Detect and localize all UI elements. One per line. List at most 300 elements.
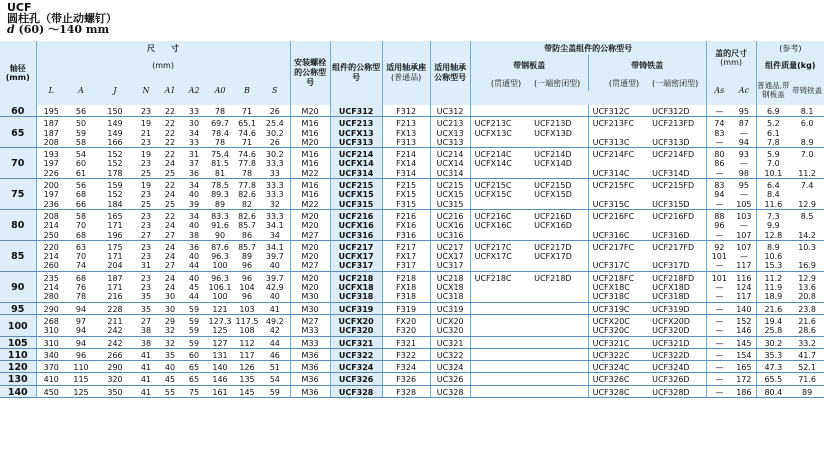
dim-S-cell: 40 bbox=[260, 261, 290, 271]
dim-J-cell: 171 bbox=[107, 221, 123, 231]
steel-cover-through-cell: UCFX14C bbox=[470, 159, 530, 168]
cast-cover-through-cell bbox=[588, 252, 648, 261]
mass-cast-cell bbox=[790, 252, 824, 261]
housing-cell: F312 bbox=[382, 105, 430, 117]
steel-cover-through-cell: UCF217C bbox=[470, 240, 530, 252]
dim-A-cell: 70 bbox=[75, 252, 87, 262]
unit-no-cell: UCF318 bbox=[330, 292, 382, 302]
housing-cell: F319 bbox=[382, 302, 430, 314]
table-row bbox=[0, 129, 824, 138]
dim-B-cell: 135 bbox=[234, 373, 260, 385]
housing-cell: F328 bbox=[382, 385, 430, 397]
dim-N-cell: 27 bbox=[134, 231, 158, 241]
through-type-label: (贯通型) bbox=[490, 78, 522, 88]
cast-cover-through-cell: UCF328C bbox=[588, 385, 648, 397]
bolt-cell: M27 bbox=[290, 314, 330, 326]
mass-cast-cell: 7.0 bbox=[800, 150, 814, 160]
dim-N-cell: 38 bbox=[134, 326, 158, 336]
table-header bbox=[0, 41, 824, 105]
cast-cover-closed-cell: UCF324D bbox=[648, 361, 706, 373]
dim-S-cell: 33.3 bbox=[265, 159, 284, 169]
dim-L-cell: 290 bbox=[36, 302, 66, 314]
dim-N-cell: 21 bbox=[140, 128, 152, 138]
dim-A2-cell: 75 bbox=[182, 385, 206, 397]
dim-B-cell: 96 bbox=[234, 261, 260, 271]
dim-L-cell: 197 bbox=[36, 190, 66, 199]
cover-ac-cell: — bbox=[739, 252, 748, 262]
cast-cover-through-cell: UCF215FC bbox=[588, 179, 648, 191]
housing-cell: FX14 bbox=[382, 159, 430, 168]
bearing-cell: UC317 bbox=[430, 261, 470, 271]
dim-L-cell: 214 bbox=[36, 283, 66, 292]
dim-A2-cell: 31 bbox=[188, 150, 200, 160]
housing-cell: FX18 bbox=[382, 283, 430, 292]
mass-std-cell: 10.1 bbox=[756, 169, 790, 179]
cast-cover-through-cell: UCF322C bbox=[588, 348, 648, 360]
cover-ac-cell: 95 bbox=[738, 181, 749, 191]
mass-std-cell: 65.5 bbox=[756, 373, 790, 385]
dim-S-cell: 26 bbox=[260, 105, 290, 117]
dim-A2-header: A2 bbox=[182, 75, 206, 105]
mass-cast-cell: 13.6 bbox=[798, 283, 816, 293]
dim-A-cell: 94 bbox=[66, 336, 96, 348]
cover-as-cell: — bbox=[706, 302, 732, 314]
unit-no-cell: UCF313 bbox=[330, 138, 382, 148]
steel-cover-through-cell bbox=[470, 336, 530, 348]
dim-N-cell: 41 bbox=[134, 373, 158, 385]
table-row bbox=[0, 240, 824, 252]
shaft-range bbox=[7, 24, 109, 36]
dim-A0-cell: 78.4 bbox=[211, 128, 229, 138]
dim-B-cell: 89 bbox=[241, 252, 253, 262]
dim-B-cell: 85.7 bbox=[238, 221, 256, 231]
bearing-header: 适用轴承公称型号 bbox=[430, 41, 470, 105]
bearing-cell: UC321 bbox=[430, 336, 470, 348]
dim-J-cell: 150 bbox=[96, 105, 134, 117]
cover-ac-cell: 93 bbox=[738, 150, 749, 160]
dim-L-cell: 214 bbox=[36, 221, 66, 230]
steel-cover-through-cell bbox=[470, 314, 530, 326]
steel-cover-closed-cell: UCFX17D bbox=[534, 252, 572, 262]
mass-std-cell: 12.8 bbox=[756, 231, 790, 241]
steel-cover-closed-cell bbox=[530, 336, 588, 348]
dim-A0-cell: 146 bbox=[206, 373, 234, 385]
bearing-cell: UC214 bbox=[430, 148, 470, 160]
dim-A0-cell: 127.3 bbox=[208, 316, 232, 326]
unit-no-cell: UCF328 bbox=[330, 385, 382, 397]
dim-B-cell: 96 bbox=[241, 273, 253, 283]
mass-cast-header: 带铸铁盖 bbox=[790, 75, 824, 105]
dim-N-cell: 31 bbox=[134, 261, 158, 271]
mass-std-cell: 11.9 bbox=[756, 283, 790, 292]
dim-S-cell: 44 bbox=[260, 336, 290, 348]
cover-ac-cell: 140 bbox=[732, 302, 756, 314]
dim-N-cell: 41 bbox=[134, 385, 158, 397]
dim-N-cell: 23 bbox=[140, 252, 152, 262]
table-row bbox=[0, 169, 824, 179]
steel-cover-closed-cell: UCF215D bbox=[534, 181, 572, 191]
mass-cast-cell: 8.5 bbox=[800, 211, 814, 221]
table-row bbox=[0, 148, 824, 160]
bolt-cell: M33 bbox=[290, 326, 330, 336]
housing-cell: F217 bbox=[382, 240, 430, 252]
dim-J-cell: 211 bbox=[107, 316, 123, 326]
dim-B-cell: 108 bbox=[234, 326, 260, 336]
dim-A-cell: 56 bbox=[66, 105, 96, 117]
cover-as-cell: 101 bbox=[706, 252, 732, 261]
bolt-cell: M30 bbox=[290, 302, 330, 314]
steel-cover-through-cell: UCF213C bbox=[470, 117, 530, 129]
housing-cell: F313 bbox=[382, 138, 430, 148]
cover-as-cell: — bbox=[706, 200, 732, 210]
table-row bbox=[0, 179, 824, 191]
dim-L-cell: 410 bbox=[36, 373, 66, 385]
dim-N-cell: 19 bbox=[140, 181, 152, 191]
dim-B-cell: 82 bbox=[234, 200, 260, 210]
cast-cover-closed-cell: UCF214FD bbox=[652, 150, 695, 160]
shaft-dia-cell: 90 bbox=[0, 271, 36, 302]
mass-cast-cell: 21.6 bbox=[798, 316, 816, 326]
dim-J-cell: 152 bbox=[107, 190, 123, 200]
cover-as-cell: — bbox=[706, 292, 732, 302]
shaft-dia-cell: 75 bbox=[0, 179, 36, 210]
bolt-cell: M20 bbox=[290, 138, 330, 148]
dim-A2-cell: 36 bbox=[182, 169, 206, 179]
dim-J-cell: 204 bbox=[96, 261, 134, 271]
dim-A2-cell: 44 bbox=[182, 292, 206, 302]
steel-cover-through-cell: UCF214C bbox=[470, 148, 530, 160]
cast-cover-closed-cell: UCF321D bbox=[648, 336, 706, 348]
housing-cell: F322 bbox=[382, 348, 430, 360]
cover-as-cell: 86 bbox=[706, 159, 732, 168]
table-row bbox=[0, 283, 824, 292]
bolt-cell: M16 bbox=[290, 159, 330, 168]
dim-S-cell: 51 bbox=[260, 361, 290, 373]
steel-cover-closed-cell bbox=[530, 261, 588, 271]
dim-A1-cell: 22 bbox=[164, 211, 176, 221]
unit-no-cell: UCFX13 bbox=[330, 129, 382, 138]
cast-cover-through-cell: UCF314C bbox=[588, 169, 648, 179]
steel-cover-through-cell bbox=[470, 361, 530, 373]
cast-cover-through-cell: UCF318C bbox=[588, 292, 648, 302]
bearing-cell: UC314 bbox=[430, 169, 470, 179]
dim-J-cell: 196 bbox=[96, 231, 134, 241]
housing-cell: F215 bbox=[382, 179, 430, 191]
cast-iron-types bbox=[588, 75, 706, 91]
cover-as-cell: 80 bbox=[706, 148, 732, 160]
cast-cover-closed-cell: UCF217FD bbox=[652, 242, 695, 252]
cover-as-cell: — bbox=[706, 373, 732, 385]
bolt-cell: M30 bbox=[290, 292, 330, 302]
cast-cover-closed-cell bbox=[648, 159, 706, 168]
bolt-cell: M20 bbox=[290, 240, 330, 252]
cover-as-cell: 96 bbox=[706, 221, 732, 230]
cast-cover-closed-cell: UCF316D bbox=[648, 231, 706, 241]
dim-A0-cell: 100 bbox=[206, 292, 234, 302]
dim-N-cell: 23 bbox=[140, 242, 152, 252]
dim-B-cell: 78 bbox=[234, 169, 260, 179]
cast-cover-through-cell: UCF320C bbox=[588, 326, 648, 336]
shaft-dia-cell: 60 bbox=[0, 105, 36, 117]
steel-cover-through-cell bbox=[470, 348, 530, 360]
dim-A-cell: 125 bbox=[66, 385, 96, 397]
dim-S-cell: 42 bbox=[260, 326, 290, 336]
steel-cover-through-cell bbox=[470, 292, 530, 302]
dim-J-cell: 216 bbox=[96, 292, 134, 302]
dim-A-cell: 63 bbox=[75, 242, 87, 252]
shaft-dia-cell: 130 bbox=[0, 373, 36, 385]
steel-cover-closed-cell bbox=[530, 361, 588, 373]
dim-S-cell: 25.4 bbox=[265, 119, 284, 129]
cast-cover-through-cell: UCF214FC bbox=[588, 148, 648, 160]
dim-L-cell: 268 bbox=[36, 314, 66, 326]
dim-S-cell: 54 bbox=[260, 373, 290, 385]
cast-cover-through-cell: UCF217FC bbox=[588, 240, 648, 252]
mass-cast-cell: 52.1 bbox=[790, 361, 824, 373]
shaft-dia-cell: 65 bbox=[0, 117, 36, 148]
dim-A2-cell: 33 bbox=[182, 138, 206, 148]
dim-B-cell: 86 bbox=[234, 231, 260, 241]
mass-header: 组件质量(kg) bbox=[756, 55, 824, 75]
dim-A2-cell: 40 bbox=[188, 221, 200, 231]
steel-cover-closed-cell bbox=[530, 314, 588, 326]
steel-cover-closed-cell bbox=[530, 200, 588, 210]
cast-cover-closed-cell: UCF218FD bbox=[652, 273, 695, 283]
dim-S-cell: 30.2 bbox=[265, 128, 284, 138]
steel-cover-through-cell: UCFX15C bbox=[470, 190, 530, 199]
bolt-cell: M27 bbox=[290, 261, 330, 271]
unit-no-cell: UCF324 bbox=[330, 361, 382, 373]
dim-A2-cell: 40 bbox=[188, 273, 200, 283]
unit-no-cell: UCF321 bbox=[330, 336, 382, 348]
closed-type-label-cast: (一端密闭型) bbox=[651, 78, 699, 88]
dim-S-cell: 39.7 bbox=[265, 273, 284, 283]
cast-cover-through-cell: UCF316C bbox=[588, 231, 648, 241]
dim-N-header: N bbox=[134, 75, 158, 105]
dim-A1-cell: 24 bbox=[164, 273, 176, 283]
bolt-cell: M20 bbox=[290, 271, 330, 283]
dim-L-cell: 208 bbox=[36, 209, 66, 221]
cover-as-cell: — bbox=[706, 314, 732, 326]
mass-std-header: 普通品,带钢板盖 bbox=[756, 75, 790, 105]
unit-no-cell: UCFX18 bbox=[330, 283, 382, 292]
dim-J-cell: 228 bbox=[96, 302, 134, 314]
mass-cast-cell: 20.8 bbox=[790, 292, 824, 302]
bearing-cell: UCX17 bbox=[430, 252, 470, 261]
dim-B-cell: 117.5 bbox=[235, 316, 259, 326]
dim-A0-cell: 106.1 bbox=[208, 283, 232, 293]
table-row bbox=[0, 221, 824, 230]
dim-A-cell: 59 bbox=[75, 128, 87, 138]
cast-cover-closed-cell: UCF315D bbox=[648, 200, 706, 210]
cover-as-cell: — bbox=[706, 348, 732, 360]
dim-A1-cell: 25 bbox=[158, 169, 182, 179]
mass-std-cell: 30.2 bbox=[756, 336, 790, 348]
cover-ac-cell: 154 bbox=[732, 348, 756, 360]
bearing-cell: UC319 bbox=[430, 302, 470, 314]
shaft-dia-cell: 105 bbox=[0, 336, 36, 348]
dim-S-cell: 33.3 bbox=[265, 211, 284, 221]
cover-as-cell: 94 bbox=[706, 190, 732, 199]
steel-cover-through-cell bbox=[470, 283, 530, 292]
steel-cover-closed-cell: UCF217D bbox=[534, 242, 572, 252]
dim-A2-cell: 65 bbox=[182, 361, 206, 373]
unit-no-cell: UCF314 bbox=[330, 169, 382, 179]
dim-S-cell: 33.3 bbox=[265, 181, 284, 191]
mass-std-cell: 11.6 bbox=[756, 200, 790, 210]
steel-cover-through-cell bbox=[470, 138, 530, 148]
cover-ac-cell: — bbox=[739, 159, 748, 169]
dim-A1-cell: 32 bbox=[158, 326, 182, 336]
housing-cell: F318 bbox=[382, 292, 430, 302]
dim-A2-cell: 36 bbox=[188, 242, 200, 252]
unit-no-cell: UCFX20 bbox=[330, 314, 382, 326]
dim-A1-cell: 55 bbox=[158, 385, 182, 397]
cast-cover-through-cell: UCF317C bbox=[588, 261, 648, 271]
steel-cover-closed-cell bbox=[530, 385, 588, 397]
steel-cover-closed-cell: UCF213D bbox=[534, 119, 572, 129]
table-body bbox=[0, 105, 824, 398]
cover-as-cell: 83 bbox=[706, 129, 732, 138]
cast-cover-through-cell: UCF319C bbox=[588, 302, 648, 314]
mass-cast-cell: 6.0 bbox=[800, 119, 814, 129]
dim-L-cell: 193 bbox=[36, 148, 66, 160]
dim-A-cell: 56 bbox=[75, 181, 87, 191]
cast-cover-closed-cell: UCF319D bbox=[648, 302, 706, 314]
bolt-cell: M20 bbox=[290, 283, 330, 292]
cover-ac-cell: 103 bbox=[736, 211, 752, 221]
dim-L-cell: 208 bbox=[36, 138, 66, 148]
bolt-cell: M20 bbox=[290, 252, 330, 261]
dim-L-cell: 370 bbox=[36, 361, 66, 373]
bearing-cell: UC313 bbox=[430, 138, 470, 148]
table-row bbox=[0, 385, 824, 397]
table-row bbox=[0, 138, 824, 148]
table-row bbox=[0, 190, 824, 199]
dim-A-cell: 74 bbox=[66, 261, 96, 271]
unit-no-cell: UCFX17 bbox=[330, 252, 382, 261]
dim-A1-cell: 25 bbox=[158, 200, 182, 210]
dim-B-cell: 77.8 bbox=[238, 159, 256, 169]
bolt-cell: M16 bbox=[290, 129, 330, 138]
shaft-dia-cell: 80 bbox=[0, 209, 36, 240]
dim-A-cell: 97 bbox=[75, 316, 87, 326]
dim-J-cell: 165 bbox=[107, 211, 123, 221]
bolt-header: 安装螺栓的公称型号 bbox=[290, 41, 330, 105]
dim-B-cell: 96 bbox=[234, 292, 260, 302]
table-row bbox=[0, 326, 824, 336]
housing-cell: FX13 bbox=[382, 129, 430, 138]
mass-std-cell: 5.2 bbox=[756, 117, 790, 129]
dim-L-cell: 260 bbox=[36, 261, 66, 271]
bolt-cell: M20 bbox=[290, 209, 330, 221]
cast-cover-closed-cell: UCFX18D bbox=[652, 283, 690, 293]
cast-cover-closed-cell: UCF320D bbox=[648, 326, 706, 336]
dim-A0-cell: 75.4 bbox=[211, 150, 229, 160]
bearing-cell: UC312 bbox=[430, 105, 470, 117]
dim-A1-cell: 30 bbox=[158, 292, 182, 302]
dim-N-cell: 41 bbox=[134, 361, 158, 373]
dim-N-cell: 23 bbox=[140, 221, 152, 231]
dim-A1-cell: 22 bbox=[164, 181, 176, 191]
dim-A2-cell: 59 bbox=[188, 316, 200, 326]
dim-J-header: J bbox=[96, 75, 134, 105]
dim-A0-cell: 78.5 bbox=[211, 181, 229, 191]
dim-L-cell: 250 bbox=[36, 231, 66, 241]
cover-as-cell: — bbox=[706, 169, 732, 179]
dim-S-cell: 34.1 bbox=[265, 242, 284, 252]
dim-A-cell: 78 bbox=[66, 292, 96, 302]
unit-no-cell: UCF216 bbox=[330, 209, 382, 221]
spec-table bbox=[0, 41, 824, 398]
bolt-cell: M20 bbox=[290, 105, 330, 117]
dim-B-cell: 117 bbox=[234, 348, 260, 360]
mass-cast-cell bbox=[790, 129, 824, 138]
mass-cast-cell bbox=[790, 221, 824, 230]
dim-N-cell: 25 bbox=[134, 169, 158, 179]
dim-J-cell: 320 bbox=[96, 373, 134, 385]
bearing-cell: UC215 bbox=[430, 179, 470, 191]
bolt-cell: M27 bbox=[290, 231, 330, 241]
dim-S-cell: 26 bbox=[260, 138, 290, 148]
unit-no-header: 组件的公称型号 bbox=[330, 41, 382, 105]
mass-std-cell: 35.3 bbox=[756, 348, 790, 360]
dim-A1-cell: 32 bbox=[158, 336, 182, 348]
dim-J-cell: 266 bbox=[96, 348, 134, 360]
mass-std-cell: 7.8 bbox=[756, 138, 790, 148]
table-row bbox=[0, 361, 824, 373]
cover-ac-cell: — bbox=[739, 128, 748, 138]
dim-A0-cell: 81 bbox=[206, 169, 234, 179]
dim-A2-cell: 30 bbox=[188, 119, 200, 129]
dim-A1-cell: 24 bbox=[164, 283, 176, 293]
steel-cover-closed-cell bbox=[530, 138, 588, 148]
dim-S-cell: 59 bbox=[260, 385, 290, 397]
dim-S-cell: 33 bbox=[260, 169, 290, 179]
dim-B-cell: 65.1 bbox=[238, 119, 256, 129]
steel-cover-closed-cell: UCF216D bbox=[534, 211, 572, 221]
bolt-cell: M16 bbox=[290, 179, 330, 191]
mass-cast-cell: 7.4 bbox=[800, 181, 814, 191]
mass-std-cell: 6.4 bbox=[756, 179, 790, 191]
cast-cover-closed-cell: UCF213FD bbox=[652, 119, 695, 129]
mass-cast-cell: 8.1 bbox=[790, 105, 824, 117]
dim-A1-cell: 24 bbox=[164, 221, 176, 231]
mass-std-cell: 18.9 bbox=[756, 292, 790, 302]
cover-ac-cell: 107 bbox=[736, 242, 752, 252]
bolt-cell: M33 bbox=[290, 336, 330, 348]
dim-L-cell: 280 bbox=[36, 292, 66, 302]
dim-B-cell: 82.6 bbox=[238, 211, 256, 221]
cast-cover-through-cell bbox=[588, 190, 648, 199]
shaft-dia-cell: 70 bbox=[0, 148, 36, 179]
cast-cover-closed-cell: UCF328D bbox=[648, 385, 706, 397]
bolt-cell: M36 bbox=[290, 373, 330, 385]
bearing-cell: UCX15 bbox=[430, 190, 470, 199]
cover-ac-cell: 124 bbox=[736, 283, 752, 293]
mass-std-cell: 6.9 bbox=[756, 105, 790, 117]
steel-cover-through-cell: UCFX17C bbox=[470, 252, 530, 261]
steel-cover-through-cell bbox=[470, 302, 530, 314]
cast-cover-through-cell: UCF321C bbox=[588, 336, 648, 348]
dim-L-cell: 310 bbox=[36, 336, 66, 348]
dim-A1-cell: 22 bbox=[164, 119, 176, 129]
cast-cover-through-cell: UCF313C bbox=[588, 138, 648, 148]
table-row bbox=[0, 261, 824, 271]
dim-J-cell: 171 bbox=[107, 283, 123, 293]
cover-ac-cell: 152 bbox=[736, 316, 752, 326]
dim-A-cell: 58 bbox=[66, 138, 96, 148]
